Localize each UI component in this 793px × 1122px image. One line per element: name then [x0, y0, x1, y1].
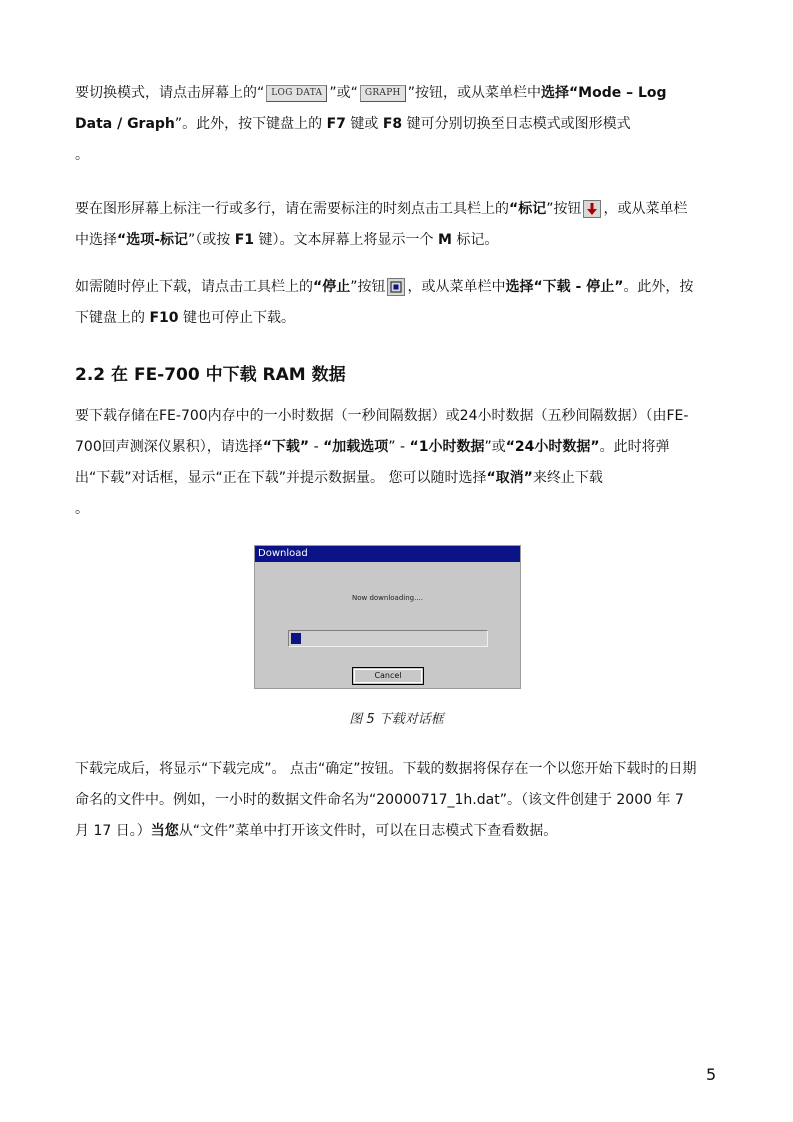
section-heading: 2.2 在 FE-700 中下载 RAM 数据	[75, 365, 346, 385]
page-number: 5	[706, 1065, 717, 1084]
twenty-four-hour-label: “24小时数据”	[505, 439, 600, 455]
text: ”按钮，或从菜单栏中	[407, 85, 541, 101]
text: 要切换模式，请点击屏幕上的“	[75, 85, 265, 101]
cancel-label: “取消”	[486, 470, 533, 486]
text: ”或“	[329, 85, 358, 101]
text: ”按钮	[350, 279, 386, 295]
text: 。此外，按下键盘上的	[75, 279, 694, 326]
text: 键可分别切换至日志模式或图形模式	[402, 116, 631, 132]
text: 来终止下载	[532, 470, 603, 486]
text: -	[309, 439, 324, 455]
paragraph-switch-mode	[75, 78, 700, 171]
text: 键或	[345, 116, 383, 132]
download-dialog	[254, 545, 521, 689]
mark-label: “标记	[509, 201, 547, 217]
text: ”按钮	[546, 201, 582, 217]
dialog-title: Download	[255, 546, 520, 562]
cancel-button[interactable]: Cancel	[352, 667, 424, 685]
key-f1: F1	[234, 232, 255, 248]
text: 键）。文本屏幕上将显示一个	[254, 232, 438, 248]
text: ” -	[388, 439, 410, 455]
download-label: “下载”	[262, 439, 310, 455]
key-f7: F7	[326, 116, 346, 132]
text: 。此时将弹出“下载”对话框，显示“正在下载”并提示数据量。 您可以随时选择	[75, 439, 670, 486]
m-mark: M	[437, 232, 452, 248]
key-f8: F8	[382, 116, 403, 132]
paragraph-complete	[75, 754, 700, 847]
text: ，或从菜单栏中	[407, 279, 506, 295]
text: 。	[75, 147, 89, 163]
text: ，或从菜单栏中选择	[75, 201, 688, 248]
text: ”。此外，按下键盘上的	[174, 116, 327, 132]
progress-fill	[291, 633, 301, 644]
menu-path: “选项-标记	[117, 232, 189, 248]
progress-bar	[288, 630, 488, 647]
text: 键也可停止下载。	[178, 310, 295, 326]
text: ”或	[484, 439, 506, 455]
text: 。	[75, 501, 89, 517]
dialog-message: Now downloading....	[351, 594, 424, 602]
menu-path: 选择“Mode – Log Data / Graph	[75, 85, 667, 132]
load-option-label: “加载选项	[323, 439, 389, 455]
mark-arrow-icon	[583, 200, 601, 218]
text: 要下载存储在FE-700内存中的一小时数据（一秒间隔数据）或24小时数据（五秒间隔数据）（由FE-700回声测深仪累积），请选择	[75, 408, 689, 455]
menu-path: 选择“下载 - 停止”	[505, 279, 624, 295]
paragraph-mark	[75, 194, 700, 256]
figure-caption: 图 5 下载对话框	[349, 712, 444, 727]
text: 标记。	[451, 232, 499, 248]
text: 要在图形屏幕上标注一行或多行，请在需要标注的时刻点击工具栏上的	[75, 201, 509, 217]
text: 从“文件”菜单中打开该文件时，可以在日志模式下查看数据。	[178, 823, 558, 839]
text: ”（或按	[188, 232, 235, 248]
emphasis: 当您	[150, 823, 179, 839]
graph-button-image: GRAPH	[360, 85, 406, 102]
log-data-button-image: LOG DATA	[266, 85, 327, 102]
one-hour-label: “1小时数据	[409, 439, 485, 455]
stop-label: “停止	[313, 279, 351, 295]
key-f10: F10	[149, 310, 179, 326]
paragraph-stop	[75, 272, 700, 334]
text: 如需随时停止下载，请点击工具栏上的	[75, 279, 313, 295]
text: 下载完成后，将显示“下载完成”。 点击“确定”按钮。下载的数据将保存在一个以您开始下载时的日期命名的文件中。例如，一小时的数据文件命名为“20000717_1h.dat”。（该文件创建于 2000 年 7 月 17 日。）	[75, 761, 697, 839]
stop-icon	[387, 278, 405, 296]
paragraph-download	[75, 401, 700, 525]
